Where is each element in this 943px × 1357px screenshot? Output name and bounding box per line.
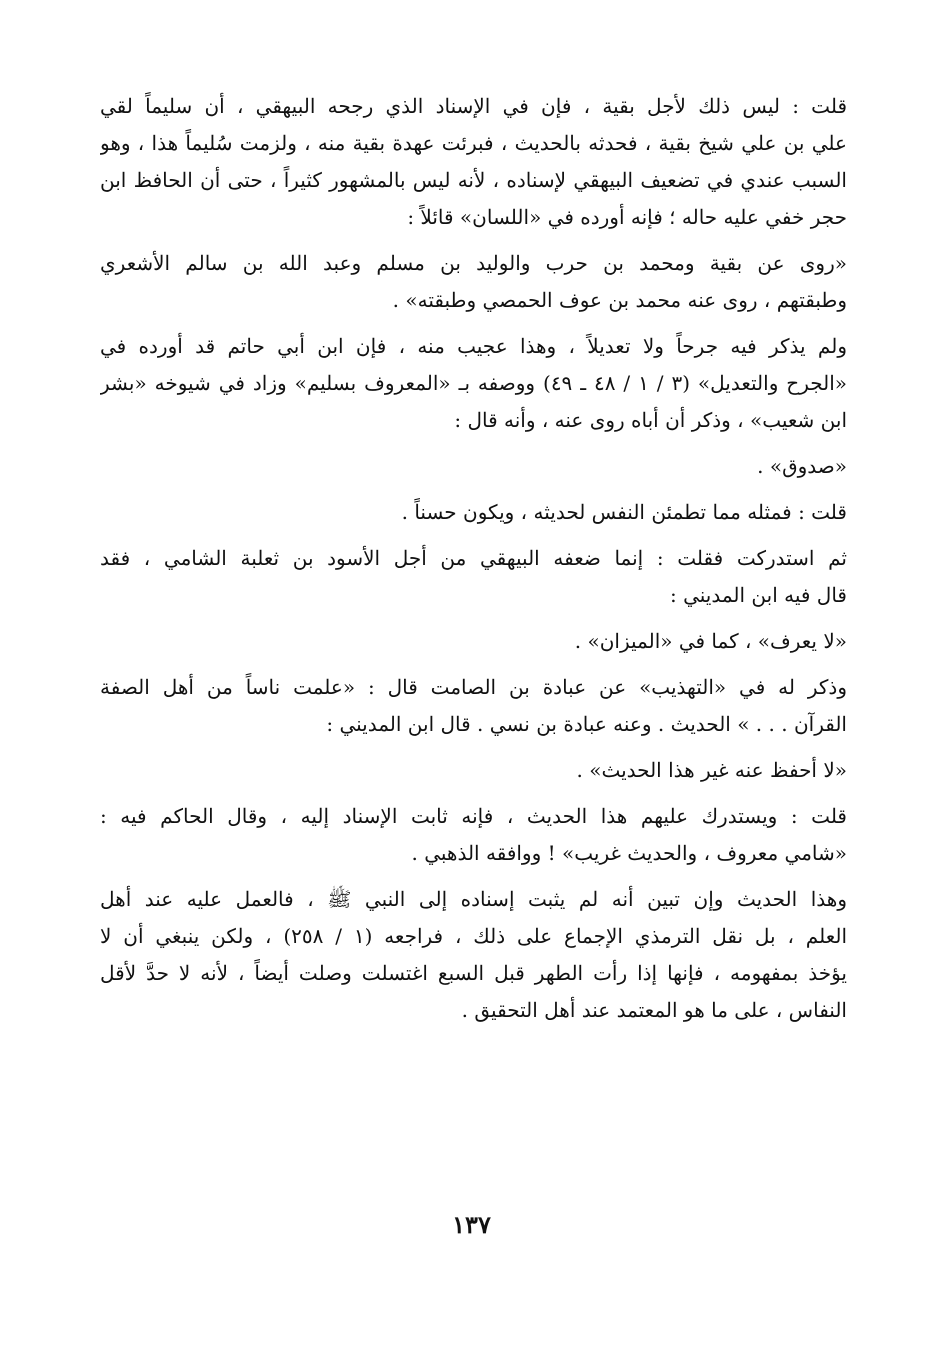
paragraph bbox=[100, 881, 847, 1029]
text-block bbox=[100, 88, 847, 1029]
text-line: وهذا الحديث وإن تبين أنه لم يثبت إسناده إلى النبي ﷺ ، فالعمل عليه عند أهل bbox=[100, 887, 847, 911]
paragraph-gap bbox=[100, 485, 847, 494]
paragraph bbox=[100, 669, 847, 743]
text-line: ثم استدركت فقلت : إنما ضعفه البيهقي من أجل الأسود بن ثعلبة الشامي ، فقد bbox=[100, 546, 847, 570]
paragraph bbox=[100, 494, 847, 531]
text-line: السبب عندي في تضعيف البيهقي لإسناده ، لأنه ليس بالمشهور كثيراً ، حتى أن الحافظ ابن bbox=[100, 168, 847, 192]
paragraph bbox=[100, 448, 847, 485]
text-line: «شامي معروف ، والحديث غريب» ! ووافقه الذهبي . bbox=[411, 841, 847, 865]
text-line: ولم يذكر فيه جرحاً ولا تعديلاً ، وهذا عجيب منه ، فإن ابن أبي حاتم قد أورده في bbox=[100, 334, 847, 358]
paragraph bbox=[100, 752, 847, 789]
paragraph-gap bbox=[100, 660, 847, 669]
paragraph-gap bbox=[100, 236, 847, 245]
text-line: قلت : ويستدرك عليهم هذا الحديث ، فإنه ثابت الإسناد إليه ، وقال الحاكم فيه : bbox=[100, 804, 847, 828]
text-line: النفاس ، على ما هو المعتمد عند أهل التحقيق . bbox=[461, 998, 847, 1022]
paragraph-gap bbox=[100, 872, 847, 881]
text-line: وذكر له في «التهذيب» عن عبادة بن الصامت قال : «علمت ناساً من أهل الصفة bbox=[100, 675, 847, 699]
text-line: حجر خفي عليه حاله ؛ فإنه أورده في «اللسان» قائلاً : bbox=[407, 205, 847, 229]
text-line: قلت : ليس ذلك لأجل بقية ، فإن في الإسناد الذي رجحه البيهقي ، أن سليماً لقي bbox=[100, 94, 847, 118]
text-line: ابن شعيب» ، وذكر أن أباه روى عنه ، وأنه قال : bbox=[454, 408, 847, 432]
text-line: علي بن علي شيخ بقية ، فحدثه بالحديث ، فبرئت عهدة بقية منه ، ولزمت سُليماً هذا ، وهو bbox=[100, 131, 847, 155]
text-line: «لا يعرف» ، كما في «الميزان» . bbox=[574, 629, 847, 653]
text-line: «صدوق» . bbox=[757, 454, 847, 478]
text-line: قلت : فمثله مما تطمئن النفس لحديثه ، ويكون حسناً . bbox=[401, 500, 847, 524]
paragraph-gap bbox=[100, 531, 847, 540]
paragraph bbox=[100, 540, 847, 614]
paragraph-gap bbox=[100, 614, 847, 623]
paragraph bbox=[100, 88, 847, 236]
paragraph bbox=[100, 798, 847, 872]
text-line: «الجرح والتعديل» (٣ / ١ / ٤٨ ـ ٤٩) ووصفه بـ «المعروف بسليم» وزاد في شيوخه «بشر bbox=[100, 371, 847, 395]
paragraph bbox=[100, 245, 847, 319]
paragraph bbox=[100, 623, 847, 660]
paragraph-gap bbox=[100, 789, 847, 798]
text-line: وطبقتهم ، روى عنه محمد بن عوف الحمصي وطبقته» . bbox=[392, 288, 847, 312]
page-number: ١٣٧ bbox=[452, 1210, 491, 1239]
paragraph-gap bbox=[100, 743, 847, 752]
text-line: «لا أحفظ عنه غير هذا الحديث» . bbox=[576, 758, 847, 782]
paragraph-gap bbox=[100, 439, 847, 448]
paragraph-gap bbox=[100, 319, 847, 328]
text-line: القرآن . . . » الحديث . وعنه عبادة بن نسي . قال ابن المديني : bbox=[326, 712, 847, 736]
text-line: «روى عن بقية ومحمد بن حرب والوليد بن مسلم وعبد الله بن سالم الأشعري bbox=[100, 251, 847, 275]
text-line: قال فيه ابن المديني : bbox=[669, 583, 847, 607]
text-line: يؤخذ بمفهومه ، فإنها إذا رأت الطهر قبل السبع اغتسلت وصلت أيضاً ، لأنه لا حدَّ لأقل bbox=[100, 961, 847, 985]
paragraph bbox=[100, 328, 847, 439]
text-line: العلم ، بل نقل الترمذي الإجماع على ذلك ، فراجعه (١ / ٢٥٨) ، ولكن ينبغي أن لا bbox=[100, 924, 847, 948]
